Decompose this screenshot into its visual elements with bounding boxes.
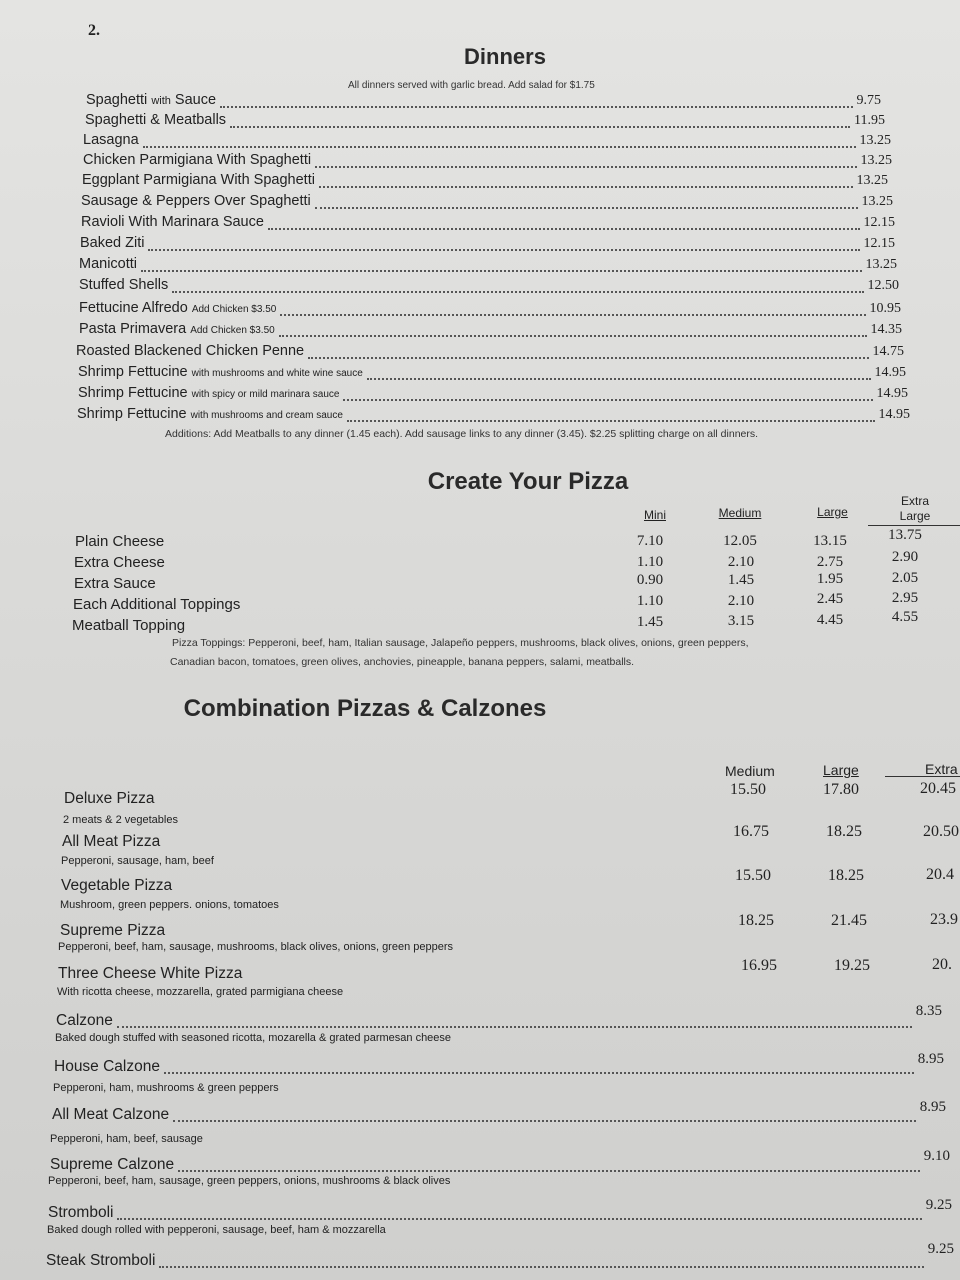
- item-note: Add Chicken $3.50: [191, 304, 277, 315]
- item-price: 14.95: [876, 386, 908, 401]
- combo-name: Supreme Pizza: [60, 922, 166, 939]
- price-extra-large: 13.75: [888, 527, 922, 543]
- price-mini: 1.10: [636, 554, 664, 570]
- col-mini: Mini: [643, 508, 666, 522]
- price-medium: 1.45: [727, 572, 755, 588]
- leader-dots: [319, 186, 853, 188]
- item-name: Lasagna: [83, 132, 139, 148]
- item-name: Eggplant Parmigiana With Spaghetti: [82, 172, 315, 188]
- price-extra: 20.4: [926, 866, 954, 883]
- item-price: 14.95: [878, 407, 910, 422]
- calzone-desc: Baked dough stuffed with seasoned ricotta, mozarella & grated parmesan cheese: [55, 1032, 452, 1044]
- price-large: 18.25: [828, 867, 864, 884]
- pizza-row-name: Plain Cheese: [75, 533, 165, 550]
- combo-name: Three Cheese White Pizza: [58, 965, 243, 982]
- price-large: 2.45: [816, 591, 844, 607]
- toppings-line-1: Pizza Toppings: Pepperoni, beef, ham, Italian sausage, Jalapeño peppers, mushrooms, black olives, onions, green peppers,: [172, 637, 749, 649]
- col-medium: Medium: [718, 506, 762, 520]
- combo-desc: Pepperoni, sausage, ham, beef: [61, 855, 214, 867]
- pizza-row: [72, 609, 960, 637]
- pizza-row: [75, 527, 960, 553]
- item-name: Shrimp Fettucine: [77, 406, 187, 422]
- price-extra-large: 4.55: [891, 609, 919, 625]
- item-name: Steak Stromboli: [46, 1252, 156, 1269]
- price-extra: 20.: [932, 956, 952, 973]
- item-price: 12.15: [863, 215, 895, 230]
- price-large: 2.75: [816, 554, 844, 570]
- calzone-item: [48, 1197, 952, 1224]
- item-name: Spaghetti: [86, 92, 148, 108]
- menu-item: [79, 321, 902, 341]
- leader-dots: [343, 399, 872, 401]
- item-price: 13.25: [860, 153, 892, 168]
- leader-dots: [347, 420, 875, 422]
- calzone-desc: Baked dough rolled with pepperoni, sausage, beef, ham & mozzarella: [47, 1224, 386, 1236]
- price-large: 17.80: [823, 781, 859, 798]
- item-note: Add Chicken $3.50: [190, 325, 275, 336]
- item-name: Stuffed Shells: [79, 277, 169, 293]
- item-price: 9.75: [856, 93, 881, 108]
- item-price: 8.95: [917, 1051, 944, 1067]
- menu-item: [82, 172, 888, 192]
- dinners-title: Dinners: [464, 44, 546, 69]
- combo-desc: Mushroom, green peppers. onions, tomatoes: [60, 899, 279, 911]
- item-name: House Calzone: [54, 1058, 160, 1075]
- col-divider: [885, 776, 960, 777]
- menu-item: [83, 132, 891, 152]
- calzone-desc: Pepperoni, beef, ham, sausage, green peppers, onions, mushrooms & black olives: [48, 1175, 451, 1187]
- menu-item: [79, 300, 901, 320]
- item-price: 12.15: [863, 236, 895, 251]
- item-price: 14.75: [872, 344, 904, 359]
- col-divider: [868, 525, 960, 526]
- leader-dots: [159, 1266, 923, 1268]
- item-name: Shrimp Fettucine: [78, 385, 188, 401]
- item-name: Calzone: [56, 1012, 113, 1029]
- item-price: 13.25: [859, 133, 891, 148]
- price-large: 1.95: [816, 571, 844, 587]
- calzone-desc: Pepperoni, ham, mushrooms & green peppers: [53, 1082, 279, 1094]
- item-price: 13.25: [865, 257, 897, 272]
- item-note: with spicy or mild marinara sauce: [191, 389, 340, 400]
- price-extra-large: 2.90: [891, 549, 919, 565]
- leader-dots: [173, 1120, 916, 1122]
- price-medium: 2.10: [727, 593, 755, 609]
- leader-dots: [220, 106, 852, 108]
- col-extra-line1: Extra: [900, 494, 929, 508]
- dinners-note: All dinners served with garlic bread. Add salad for $1.75: [348, 80, 595, 91]
- item-price: 8.35: [915, 1003, 942, 1019]
- item-price: 14.35: [870, 322, 902, 337]
- price-medium: 3.15: [727, 613, 755, 629]
- price-extra: 20.45: [920, 780, 956, 797]
- page-number: 2.: [88, 22, 100, 39]
- leader-dots: [367, 378, 871, 380]
- price-large: 13.15: [813, 533, 847, 549]
- leader-dots: [315, 207, 858, 209]
- menu-item: [79, 256, 897, 276]
- menu-item: [85, 112, 885, 132]
- toppings-line-2: Canadian bacon, tomatoes, green olives, anchovies, pineapple, banana peppers, salami, meatballs.: [170, 656, 635, 668]
- item-price: 9.25: [927, 1241, 954, 1257]
- leader-dots: [117, 1026, 912, 1028]
- price-medium: 2.10: [727, 554, 755, 570]
- combo-name: All Meat Pizza: [62, 833, 161, 850]
- item-name: Manicotti: [79, 256, 138, 272]
- item-name: Spaghetti & Meatballs: [85, 112, 227, 128]
- price-medium: 12.05: [723, 533, 757, 549]
- calzone-item: [46, 1241, 954, 1272]
- leader-dots: [279, 335, 867, 337]
- item-note: with mushrooms and white wine sauce: [191, 368, 363, 379]
- combo-name: Deluxe Pizza: [64, 790, 155, 807]
- combination-title: Combination Pizzas & Calzones: [183, 695, 547, 722]
- leader-dots: [143, 146, 856, 148]
- menu-item: [81, 214, 895, 234]
- menu-item: [81, 193, 893, 213]
- price-medium: 15.50: [730, 781, 766, 798]
- menu-item: [76, 343, 904, 363]
- price-medium: 15.50: [735, 867, 771, 884]
- leader-dots: [117, 1218, 921, 1220]
- item-price: 14.95: [874, 365, 906, 380]
- item-name: Supreme Calzone: [50, 1156, 175, 1173]
- item-name: Fettucine Alfredo: [79, 300, 188, 316]
- item-name: Chicken Parmigiana With Spaghetti: [83, 152, 312, 168]
- calzone-item: [52, 1099, 946, 1126]
- item-name: Shrimp Fettucine: [78, 364, 188, 380]
- calzone-item: [54, 1051, 944, 1078]
- price-mini: 0.90: [636, 572, 664, 588]
- item-name-2: Sauce: [174, 92, 217, 108]
- item-price: 9.10: [923, 1148, 950, 1164]
- item-price: 9.25: [925, 1197, 952, 1213]
- calzone-item: [50, 1148, 950, 1176]
- price-mini: 7.10: [636, 533, 664, 549]
- item-name: All Meat Calzone: [52, 1106, 170, 1123]
- item-price: 12.50: [867, 278, 899, 293]
- col-extra: Extra: [925, 761, 958, 777]
- combo-name: Vegetable Pizza: [61, 877, 173, 894]
- item-name-small: with: [151, 95, 171, 107]
- item-name: Baked Ziti: [80, 235, 145, 251]
- pizza-row-name: Extra Cheese: [74, 554, 165, 571]
- leader-dots: [268, 228, 860, 230]
- leader-dots: [172, 291, 863, 293]
- menu-item: [78, 364, 906, 384]
- price-large: 4.45: [816, 612, 844, 628]
- item-price: 10.95: [869, 301, 901, 316]
- price-medium: 16.95: [741, 957, 777, 974]
- item-price: 8.95: [919, 1099, 946, 1115]
- item-price: 13.25: [861, 194, 893, 209]
- item-name: Pasta Primavera: [79, 321, 187, 337]
- price-large: 18.25: [826, 823, 862, 840]
- calzone-desc: Pepperoni, ham, beef, sausage: [50, 1133, 203, 1145]
- combo-desc: With ricotta cheese, mozzarella, grated parmigiana cheese: [57, 986, 344, 998]
- leader-dots: [141, 270, 861, 272]
- item-note: with mushrooms and cream sauce: [190, 410, 343, 421]
- price-medium: 18.25: [738, 912, 774, 929]
- leader-dots: [308, 357, 868, 359]
- pizza-row-name: Meatball Topping: [72, 617, 186, 634]
- menu-item: [80, 235, 895, 255]
- item-name: Roasted Blackened Chicken Penne: [76, 343, 305, 359]
- item-name: Ravioli With Marinara Sauce: [81, 214, 264, 230]
- price-medium: 16.75: [733, 823, 769, 840]
- leader-dots: [315, 166, 856, 168]
- menu-item: [77, 406, 910, 426]
- item-name: Stromboli: [48, 1204, 114, 1221]
- item-price: 11.95: [854, 113, 885, 128]
- leader-dots: [230, 126, 850, 128]
- menu-item: [79, 277, 899, 297]
- menu-item: [83, 152, 892, 172]
- price-large: 19.25: [834, 957, 870, 974]
- price-extra: 23.9: [930, 911, 958, 928]
- leader-dots: [178, 1170, 920, 1172]
- combo-desc: 2 meats & 2 vegetables: [63, 814, 178, 826]
- pizza-row-name: Each Additional Toppings: [73, 596, 241, 613]
- price-extra-large: 2.05: [891, 570, 919, 586]
- price-mini: 1.45: [636, 614, 664, 630]
- col-extra-line2: Large: [899, 509, 931, 523]
- price-mini: 1.10: [636, 593, 664, 609]
- item-price: 13.25: [856, 173, 888, 188]
- price-extra: 20.50: [923, 823, 959, 840]
- menu-item: [78, 385, 908, 405]
- col-extra-large: [870, 494, 960, 524]
- pizza-row-name: Extra Sauce: [74, 575, 156, 592]
- combo-desc: Pepperoni, beef, ham, sausage, mushrooms, black olives, onions, green peppers: [58, 941, 454, 953]
- col-large: Large: [817, 505, 848, 519]
- create-pizza-title: Create Your Pizza: [427, 468, 629, 495]
- item-name: Sausage & Peppers Over Spaghetti: [81, 193, 311, 209]
- price-extra-large: 2.95: [891, 590, 919, 606]
- price-large: 21.45: [831, 912, 867, 929]
- leader-dots: [148, 249, 859, 251]
- dinners-additions: Additions: Add Meatballs to any dinner (1.45 each). Add sausage links to any dinner (3.45). $2.25 splitting charge on all dinners.: [165, 428, 759, 440]
- leader-dots: [280, 314, 865, 316]
- col-medium: Medium: [725, 763, 775, 779]
- col-large: Large: [823, 762, 859, 778]
- menu-item: [86, 92, 881, 112]
- calzone-item: [56, 1003, 942, 1032]
- leader-dots: [164, 1072, 914, 1074]
